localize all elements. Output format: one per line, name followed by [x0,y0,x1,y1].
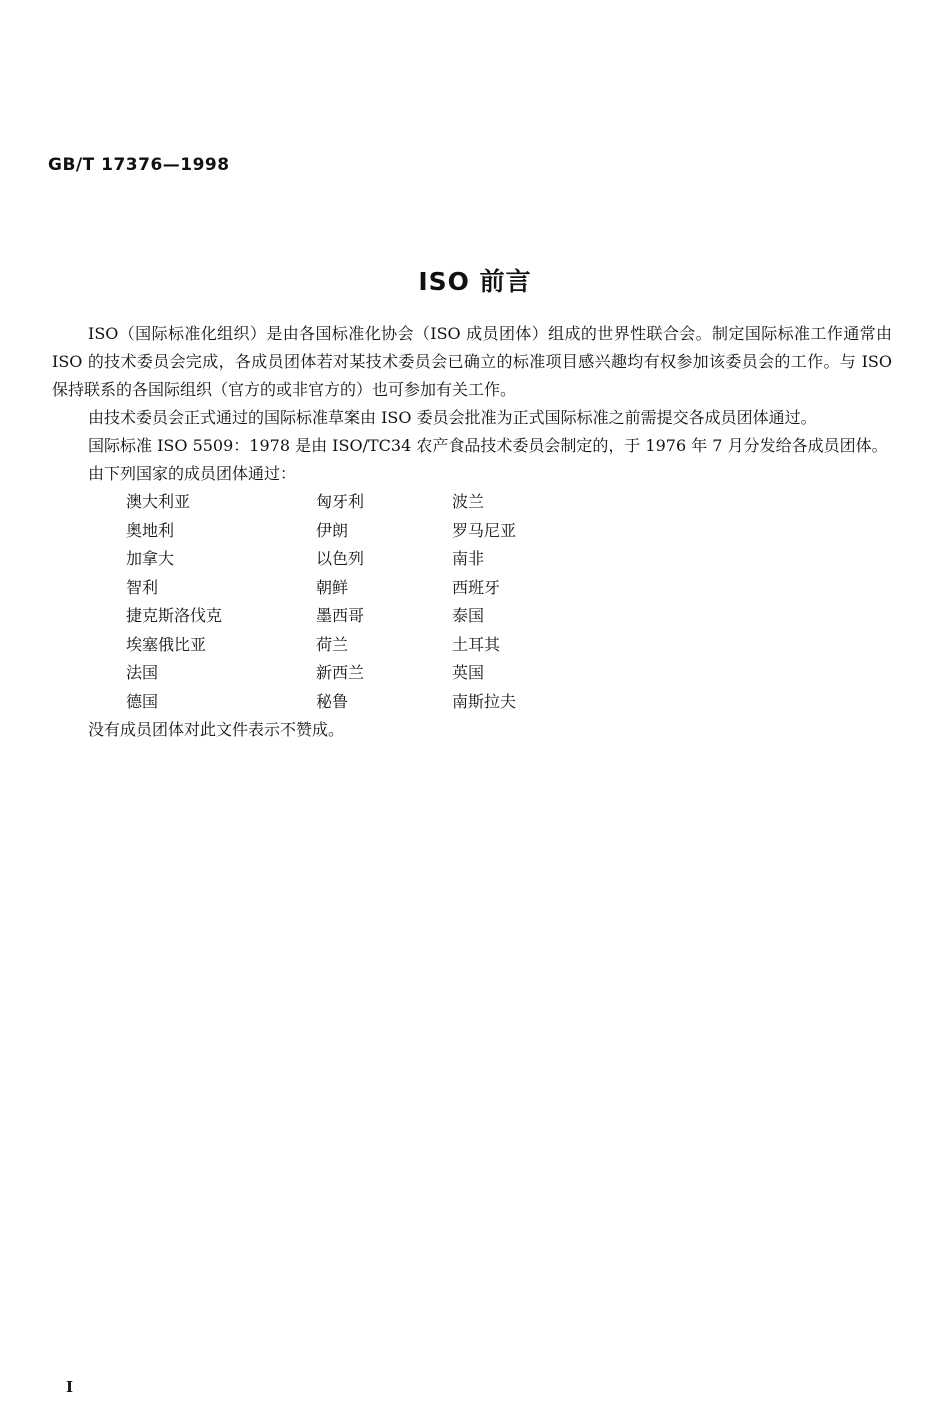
paragraph-approval: 由技术委员会正式通过的国际标准草案由 ISO 委员会批准为正式国际标准之前需提交各成员团体通过。 [88,408,817,427]
page-number: I [66,1378,74,1396]
country-item: 智利 [126,577,159,597]
country-item: 以色列 [316,549,365,568]
country-item: 墨西哥 [316,606,365,625]
country-item: 罗马尼亚 [452,520,517,540]
country-item: 荷兰 [316,634,349,654]
paragraph-closing: 没有成员团体对此文件表示不赞成。 [88,720,345,739]
country-item: 新西兰 [316,663,365,682]
paragraph-approved-by: 由下列国家的成员团体通过： [88,464,297,483]
paragraph-iso-intro: ISO（国际标准化组织）是由各国标准化协会（ISO 成员团体）组成的世界性联合会。制定国际标准工作通常由 ISO 的技术委员会完成，各成员团体若对某技术委员会已确立的标准项目感兴趣均有权参加该委员会的工作。与 ISO 保持联系的各国际组织（官方的或非官方的）也可参加有关工作。 [52,324,892,399]
country-item: 加拿大 [126,549,175,568]
paragraph-standard-origin: 国际标准 ISO 5509：1978 是由 ISO/TC34 农产食品技术委员会制定的，于 1976 年 7 月分发给各成员团体。 [88,436,888,455]
country-item: 南斯拉夫 [452,691,517,711]
country-item: 德国 [126,691,159,711]
country-item: 秘鲁 [316,691,349,711]
country-item: 南非 [452,549,485,568]
country-item: 英国 [452,663,485,682]
country-item: 土耳其 [452,634,501,654]
country-item: 朝鲜 [316,577,349,597]
country-list [126,488,892,716]
country-item: 泰国 [452,606,485,625]
country-item: 埃塞俄比亚 [126,634,207,654]
foreword-body [52,320,892,744]
country-item: 奥地利 [126,520,175,540]
country-item: 澳大利亚 [126,492,191,511]
country-item: 西班牙 [452,577,501,597]
country-item: 伊朗 [316,520,349,540]
country-item: 法国 [126,663,159,682]
country-item: 波兰 [452,492,485,511]
standard-number: GB/T 17376—1998 [48,155,230,175]
page-title: ISO 前言 [418,267,532,296]
country-item: 匈牙利 [316,492,365,511]
country-item: 捷克斯洛伐克 [126,606,223,625]
